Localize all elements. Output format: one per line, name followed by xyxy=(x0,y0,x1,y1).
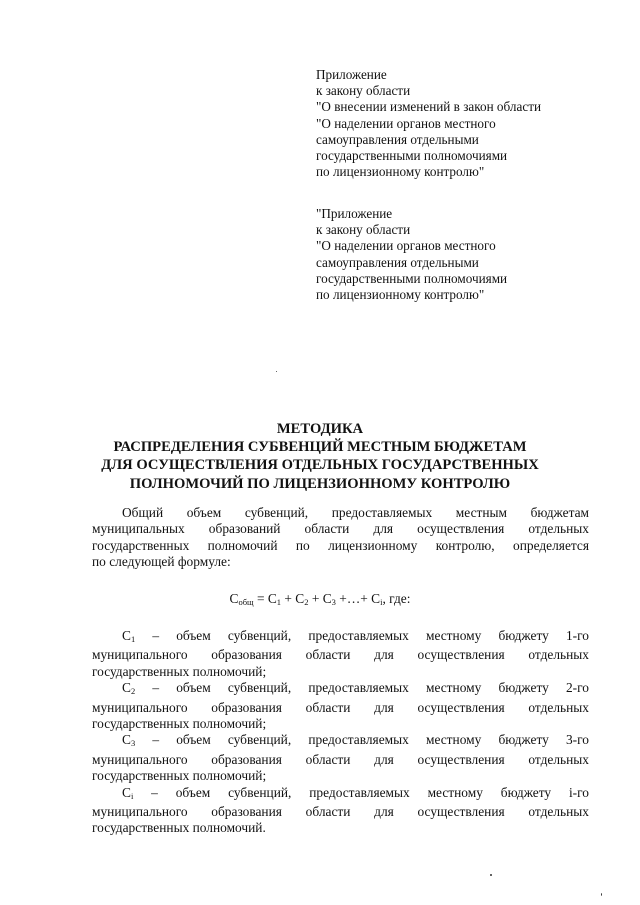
definition-line: муниципального образования области для осуществления отдельных xyxy=(92,804,589,820)
definition-line: государственных полномочий; xyxy=(92,768,267,784)
definition-item xyxy=(92,680,589,732)
appendix-line: по лицензионному контролю" xyxy=(316,164,485,180)
appendix-line: самоуправления отдельными xyxy=(316,254,479,270)
definition-line: $С_2$ – объем субвенций, предоставляемых местному бюджету 2-го xyxy=(122,680,589,697)
definition-line: государственных полномочий; xyxy=(92,663,267,679)
appendix-line: государственными полномочиями xyxy=(316,148,508,164)
subvention-formula: $С_{общ} = С_1 + С_2 + С_3$ +…+ $С_i$, где: xyxy=(229,591,411,607)
paragraph-line: по следующей формуле: xyxy=(92,554,231,570)
appendix-line: самоуправления отдельными xyxy=(316,131,479,147)
appendix-line: государственными полномочиями xyxy=(316,270,508,286)
paragraph-line: Общий объем субвенций, предоставляемых местным бюджетам xyxy=(122,505,589,520)
definition-line: государственных полномочий. xyxy=(92,820,266,836)
title-line: ПОЛНОМОЧИЙ ПО ЛИЦЕНЗИОННОМУ КОНТРОЛЮ xyxy=(129,475,511,492)
appendix-header-original xyxy=(316,206,616,303)
appendix-line: к закону области xyxy=(316,83,411,99)
definition-line: $С_i$ – объем субвенций, предоставляемых местному бюджету i-го xyxy=(122,784,589,801)
appendix-line: "О внесении изменений в закон области xyxy=(316,99,542,115)
intro-paragraph xyxy=(92,505,589,571)
appendix-line: к закону области xyxy=(316,222,411,238)
paragraph-line: государственных полномочий по лицензионному контролю, определяется xyxy=(92,537,589,553)
definition-line: муниципального образования области для осуществления отдельных xyxy=(92,647,589,663)
title-line: РАСПРЕДЕЛЕНИЯ СУБВЕНЦИЙ МЕСТНЫМ БЮДЖЕТАМ xyxy=(113,439,527,456)
definition-line: $С_1$ – объем субвенций, предоставляемых местному бюджету 1-го xyxy=(122,628,589,644)
scan-speck xyxy=(601,893,602,896)
appendix-line: "О наделении органов местного xyxy=(316,238,496,254)
paragraph-line: муниципальных образований области для осуществления отдельных xyxy=(92,521,589,537)
definition-line: государственных полномочий; xyxy=(92,716,267,732)
appendix-line: Приложение xyxy=(316,67,387,82)
definition-line: муниципального образования области для осуществления отдельных xyxy=(92,699,589,715)
definition-item xyxy=(92,785,589,837)
appendix-line: "Приложение xyxy=(316,206,393,221)
document-title xyxy=(60,420,580,493)
scan-speck xyxy=(490,874,492,876)
appendix-header-amendment xyxy=(316,67,616,180)
definition-item xyxy=(92,628,589,680)
definition-item xyxy=(92,732,589,784)
definition-line: муниципального образования области для осуществления отдельных xyxy=(92,751,589,767)
appendix-line: "О наделении органов местного xyxy=(316,115,496,131)
title-line: МЕТОДИКА xyxy=(276,421,364,437)
title-line: ДЛЯ ОСУЩЕСТВЛЕНИЯ ОТДЕЛЬНЫХ ГОСУДАРСТВЕННЫХ xyxy=(101,457,539,474)
definitions-list xyxy=(92,628,589,837)
scan-speck xyxy=(276,371,277,372)
definition-line: $С_3$ – объем субвенций, предоставляемых местному бюджету 3-го xyxy=(122,732,589,749)
appendix-line: по лицензионному контролю" xyxy=(316,287,485,303)
